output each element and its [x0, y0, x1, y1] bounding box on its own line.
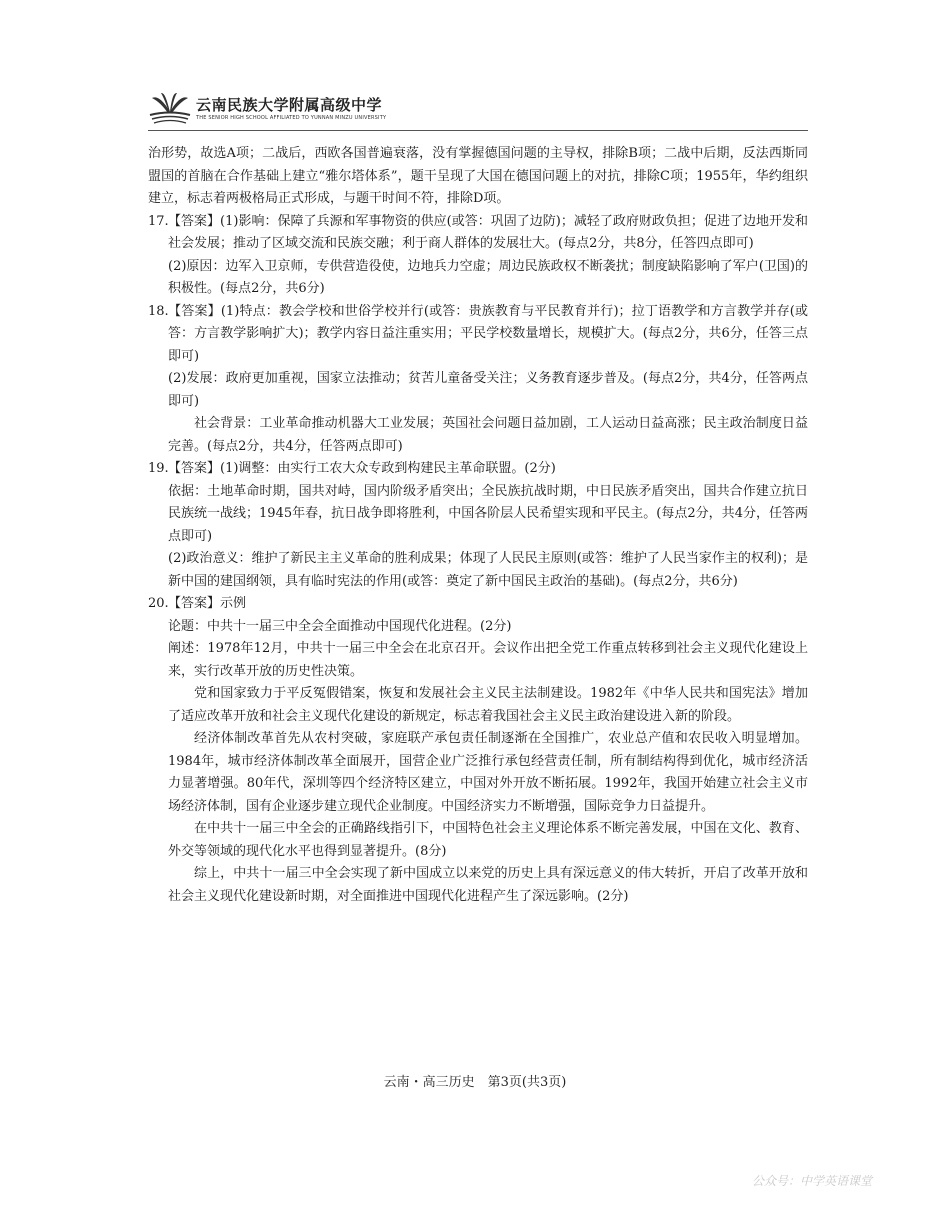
q18-answer-part1	[148, 301, 808, 369]
q19-answer-part1	[148, 458, 808, 481]
q17-answer-part2: (2)原因：边军入卫京师，专供营造役使，边地兵力空虚；周边民族政权不断袭扰；制度缺陷影响了军户(卫国)的积极性。(每点2分，共6分)	[168, 258, 808, 296]
intro-paragraph: 治形势，故选A项；二战后，西欧各国普遍衰落，没有掌握德国问题的主导权，排除B项；二战中后期，反法西斯同盟国的首脑在合作基础上建立“雅尔塔体系”，题干呈现了大国在德国问题上的对抗，排除C项；1955年，华约组织建立，标志着两极格局正式形成，与题干时间不符，排除D项。	[148, 146, 808, 206]
school-name: 云南民族大学附属高级中学	[196, 96, 383, 114]
q20-paragraph-economy: 经济体制改革首先从农村突破，家庭联产承包责任制逐渐在全国推广，农业总产值和农民收入明显增加。1984年，城市经济体制改革全面展开，国营企业广泛推行承包经营责任制，所有制结构得到优化，城市经济活力显著增强。80年代，深圳等四个经济特区建立，中国对外开放不断拓展。1992年，我国开始建立社会主义市场经济体制，国有企业逐步建立现代企业制度。中国经济实力不断增强，国际竞争力日益提升。	[168, 731, 808, 814]
q20-number: 20.	[148, 596, 169, 611]
school-name-english: THE SENIOR HIGH SCHOOL AFFILIATED TO YUNNAN MINZU UNIVERSITY	[196, 115, 387, 121]
header-divider	[148, 130, 808, 131]
q19-number: 19.	[148, 461, 169, 476]
q20-elaboration: 阐述：1978年12月，中共十一届三中全会在北京召开。会议作出把全党工作重点转移到社会主义现代化建设上来，实行改革开放的历史性决策。	[168, 641, 808, 679]
q19-basis: 依据：土地革命时期，国共对峙，国内阶级矛盾突出；全民族抗战时期，中日民族矛盾突出，国共合作建立抗日民族统一战线；1945年春，抗日战争即将胜利，中国各阶层人民希望实现和平民主。(每点2分，共4分，任答两点即可)	[168, 483, 808, 544]
q20-thesis: 论题：中共十一届三中全会全面推动中国现代化进程。(2分)	[168, 618, 512, 634]
q17-number: 17.	[148, 213, 169, 229]
school-logo-icon	[148, 92, 192, 128]
q20-paragraph-politics: 党和国家致力于平反冤假错案，恢复和发展社会主义民主法制建设。1982年《中华人民共和国宪法》增加了适应改革开放和社会主义现代化建设的新规定，标志着我国社会主义民主政治建设进入新的阶段。	[168, 686, 808, 724]
question-20	[148, 593, 808, 908]
question-17	[148, 211, 808, 301]
page-header	[148, 88, 808, 132]
answer-content	[148, 143, 808, 908]
q17-part1-text: 【答案】(1)影响：保障了兵源和军事物资的供应(或答：巩固了边防)；减轻了政府财政负担；促进了边地开发和社会发展；推动了区域交流和民族交融；利于商人群体的发展壮大。(每点2分，共8分，任答四点即可)	[168, 213, 808, 251]
q19-part1-text: 【答案】(1)调整：由实行工农大众专政到构建民主革命联盟。(2分)	[168, 461, 556, 476]
q18-part1-text: 【答案】(1)特点：教会学校和世俗学校并行(或答：贵族教育与平民教育并行)；拉丁语教学和方言教学并存(或答：方言教学影响扩大)；教学内容日益注重实用；平民学校数量增长，规模扩大。(每点2分，共6分，任答三点即可)	[168, 303, 808, 364]
q18-answer-part2: (2)发展：政府更加重视，国家立法推动；贫苦儿童备受关注；义务教育逐步普及。(每点2分，共4分，任答两点即可)	[168, 371, 808, 409]
q18-social-background: 社会背景：工业革命推动机器大工业发展；英国社会问题日益加剧，工人运动日益高涨；民主政治制度日益完善。(每点2分，共4分，任答两点即可)	[168, 416, 808, 454]
q20-answer-header	[148, 593, 808, 616]
page-footer: 云南・高三历史 第3页(共3页)	[383, 1075, 567, 1090]
q20-paragraph-culture: 在中共十一届三中全会的正确路线指引下，中国特色社会主义理论体系不断完善发展，中国在文化、教育、外交等领域的现代化水平也得到显著提升。(8分)	[168, 821, 808, 859]
question-19	[148, 458, 808, 593]
watermark: 公众号：中学英语课堂	[752, 1174, 873, 1188]
q18-number: 18.	[148, 303, 169, 319]
q20-conclusion: 综上，中共十一届三中全会实现了新中国成立以来党的历史上具有深远意义的伟大转折，开启了改革开放和社会主义现代化建设新时期，对全面推进中国现代化进程产生了深远影响。(2分)	[168, 866, 808, 904]
q17-answer-part1	[148, 211, 808, 256]
q20-header-text: 【答案】示例	[168, 596, 247, 611]
q19-answer-part2: (2)政治意义：维护了新民主主义革命的胜利成果；体现了人民民主原则(或答：维护了人民当家作主的权利)；是新中国的建国纲领，具有临时宪法的作用(或答：奠定了新中国民主政治的基础)。(每点2分，共6分)	[168, 551, 808, 589]
question-18	[148, 301, 808, 459]
